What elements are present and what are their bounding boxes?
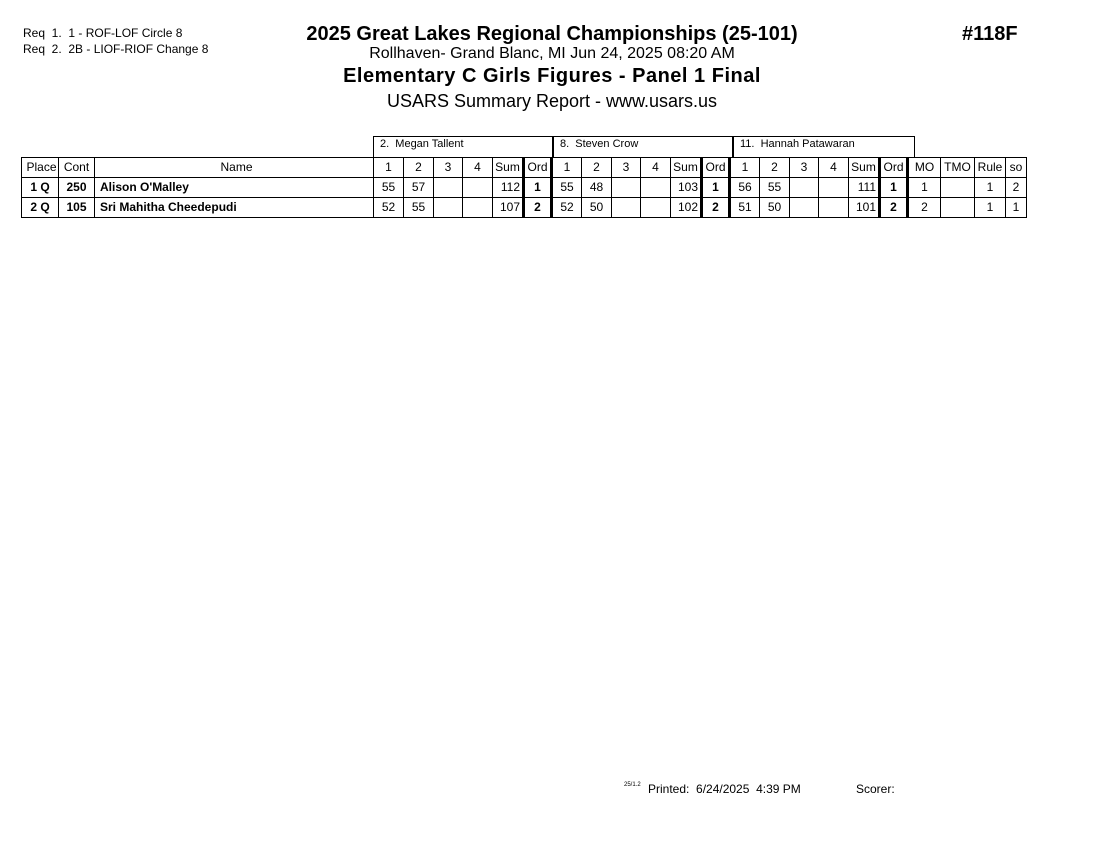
judge-header-3: 11. Hannah Patawaran: [733, 136, 915, 157]
so-cell: 1: [1006, 198, 1027, 218]
j1-sum-cell: 112: [493, 178, 524, 198]
rule-cell: 1: [975, 178, 1006, 198]
col-header-so: so: [1006, 158, 1027, 178]
j3-ord-cell: 1: [880, 178, 908, 198]
j2-ord-cell: 1: [702, 178, 730, 198]
j2-ord-cell: 2: [702, 198, 730, 218]
j2-score-2-cell: 48: [582, 178, 612, 198]
j3-score-3-cell: [790, 178, 819, 198]
j3-ord-cell: 2: [880, 198, 908, 218]
col-header-place: Place: [22, 158, 59, 178]
mo-cell: 1: [908, 178, 941, 198]
j1-ord-cell: 2: [524, 198, 552, 218]
j3-score-1-cell: 56: [730, 178, 760, 198]
footer-version-code: 25/1.2: [624, 782, 641, 788]
footer-scorer: Scorer:: [856, 782, 895, 796]
j1-score-1-cell: 52: [374, 198, 404, 218]
j3-sum-cell: 111: [849, 178, 880, 198]
tmo-cell: [941, 178, 975, 198]
col-header-j3-sum: Sum: [849, 158, 880, 178]
j1-score-4-cell: [463, 198, 493, 218]
place-cell: 1 Q: [22, 178, 59, 198]
col-header-name: Name: [95, 158, 374, 178]
col-header-mo: MO: [908, 158, 941, 178]
results-table: [21, 157, 1027, 218]
place-cell: 2 Q: [22, 198, 59, 218]
col-header-j2-ord: Ord: [702, 158, 730, 178]
col-header-j3-score-1: 1: [730, 158, 760, 178]
col-header-j2-score-1: 1: [552, 158, 582, 178]
judge-header-1: 2. Megan Tallent: [373, 136, 553, 157]
judge-header-2: 8. Steven Crow: [553, 136, 733, 157]
j3-score-2-cell: 55: [760, 178, 790, 198]
j3-sum-cell: 101: [849, 198, 880, 218]
j2-sum-cell: 102: [671, 198, 702, 218]
col-header-j2-score-3: 3: [612, 158, 641, 178]
col-header-j3-score-4: 4: [819, 158, 849, 178]
table-header-row: [22, 158, 1027, 178]
mo-cell: 2: [908, 198, 941, 218]
rule-cell: 1: [975, 198, 1006, 218]
j1-score-3-cell: [434, 198, 463, 218]
j1-score-3-cell: [434, 178, 463, 198]
j1-sum-cell: 107: [493, 198, 524, 218]
cont-cell: 105: [59, 198, 95, 218]
so-cell: 2: [1006, 178, 1027, 198]
j2-score-4-cell: [641, 198, 671, 218]
j2-score-1-cell: 52: [552, 198, 582, 218]
col-header-j2-score-2: 2: [582, 158, 612, 178]
name-cell: Sri Mahitha Cheedepudi: [95, 198, 374, 218]
col-header-j1-score-2: 2: [404, 158, 434, 178]
j2-score-3-cell: [612, 178, 641, 198]
j2-score-2-cell: 50: [582, 198, 612, 218]
j2-score-3-cell: [612, 198, 641, 218]
col-header-j2-sum: Sum: [671, 158, 702, 178]
footer-printed: Printed: 6/24/2025 4:39 PM: [648, 782, 801, 796]
j2-score-1-cell: 55: [552, 178, 582, 198]
col-header-j2-score-4: 4: [641, 158, 671, 178]
cont-cell: 250: [59, 178, 95, 198]
j1-score-2-cell: 57: [404, 178, 434, 198]
event-title: 2025 Great Lakes Regional Championships (25-101): [306, 23, 798, 45]
col-header-j1-score-3: 3: [434, 158, 463, 178]
col-header-j3-score-3: 3: [790, 158, 819, 178]
j1-score-4-cell: [463, 178, 493, 198]
table-row: [22, 198, 1027, 218]
j3-score-4-cell: [819, 198, 849, 218]
col-header-j3-score-2: 2: [760, 158, 790, 178]
col-header-j1-score-1: 1: [374, 158, 404, 178]
j1-ord-cell: 1: [524, 178, 552, 198]
j2-sum-cell: 103: [671, 178, 702, 198]
col-header-tmo: TMO: [941, 158, 975, 178]
tmo-cell: [941, 198, 975, 218]
event-number: #118F: [962, 23, 1018, 45]
j1-score-1-cell: 55: [374, 178, 404, 198]
col-header-j1-sum: Sum: [493, 158, 524, 178]
j1-score-2-cell: 55: [404, 198, 434, 218]
name-cell: Alison O'Malley: [95, 178, 374, 198]
report-line: USARS Summary Report - www.usars.us: [386, 91, 718, 111]
col-header-j3-ord: Ord: [880, 158, 908, 178]
event-name: Elementary C Girls Figures - Panel 1 Final: [343, 65, 761, 87]
col-header-cont: Cont: [59, 158, 95, 178]
col-header-rule: Rule: [975, 158, 1006, 178]
j2-score-4-cell: [641, 178, 671, 198]
j3-score-4-cell: [819, 178, 849, 198]
j3-score-2-cell: 50: [760, 198, 790, 218]
requirement-2: Req 2. 2B - LIOF-RIOF Change 8: [23, 42, 209, 56]
venue-date-line: Rollhaven- Grand Blanc, MI Jun 24, 2025 08:20 AM: [369, 45, 735, 62]
j3-score-3-cell: [790, 198, 819, 218]
col-header-j1-ord: Ord: [524, 158, 552, 178]
table-row: [22, 178, 1027, 198]
col-header-j1-score-4: 4: [463, 158, 493, 178]
j3-score-1-cell: 51: [730, 198, 760, 218]
requirement-1: Req 1. 1 - ROF-LOF Circle 8: [23, 26, 183, 40]
